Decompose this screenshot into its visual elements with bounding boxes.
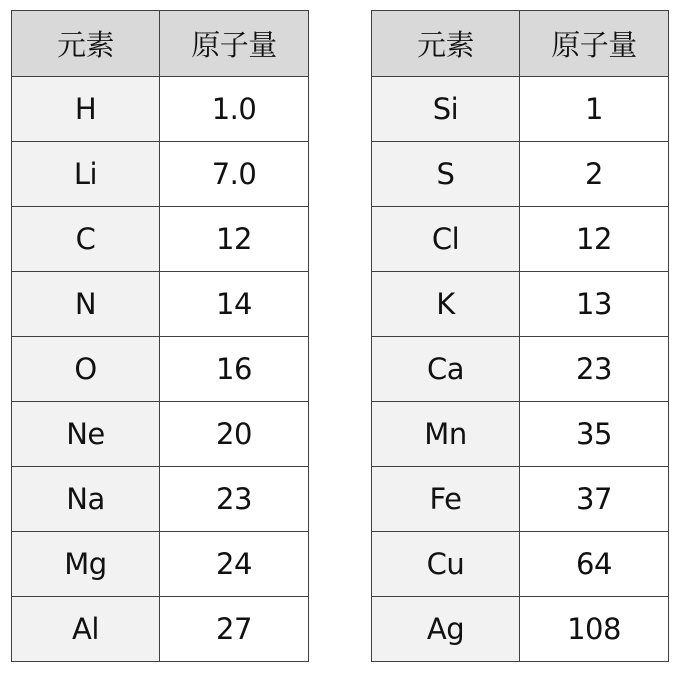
atomic-mass-value: 23 bbox=[160, 467, 309, 532]
header-atomic-mass: 原子量 bbox=[520, 11, 669, 77]
atomic-mass-value: 13 bbox=[520, 272, 669, 337]
element-symbol: Al bbox=[12, 597, 160, 662]
table-row bbox=[372, 337, 669, 402]
atomic-mass-value: 64 bbox=[520, 532, 669, 597]
table-row bbox=[12, 597, 309, 662]
header-atomic-mass: 原子量 bbox=[160, 11, 309, 77]
table-row bbox=[372, 597, 669, 662]
header-element: 元素 bbox=[12, 11, 160, 77]
table-row bbox=[372, 77, 669, 142]
table-row bbox=[12, 272, 309, 337]
element-symbol: H bbox=[12, 77, 160, 142]
atomic-mass-value: 14 bbox=[160, 272, 309, 337]
table-row bbox=[372, 207, 669, 272]
atomic-mass-value: 108 bbox=[520, 597, 669, 662]
element-symbol: K bbox=[372, 272, 520, 337]
element-symbol: Fe bbox=[372, 467, 520, 532]
atomic-mass-value: 12 bbox=[160, 207, 309, 272]
table-row bbox=[372, 402, 669, 467]
element-symbol: S bbox=[372, 142, 520, 207]
atomic-mass-value: 16 bbox=[160, 337, 309, 402]
element-symbol: Si bbox=[372, 77, 520, 142]
header-element: 元素 bbox=[372, 11, 520, 77]
element-symbol: Ne bbox=[12, 402, 160, 467]
element-symbol: Mn bbox=[372, 402, 520, 467]
element-symbol: Ca bbox=[372, 337, 520, 402]
header-row bbox=[372, 11, 669, 77]
atomic-mass-value: 12 bbox=[520, 207, 669, 272]
element-symbol: Mg bbox=[12, 532, 160, 597]
atomic-mass-table-left bbox=[11, 10, 309, 662]
atomic-mass-value: 23 bbox=[520, 337, 669, 402]
element-symbol: N bbox=[12, 272, 160, 337]
table-row bbox=[12, 207, 309, 272]
element-symbol: Cu bbox=[372, 532, 520, 597]
atomic-mass-value: 35 bbox=[520, 402, 669, 467]
element-symbol: Li bbox=[12, 142, 160, 207]
atomic-mass-value: 1 bbox=[520, 77, 669, 142]
atomic-mass-value: 27 bbox=[160, 597, 309, 662]
table-row bbox=[12, 532, 309, 597]
table-row bbox=[12, 77, 309, 142]
element-symbol: Cl bbox=[372, 207, 520, 272]
atomic-mass-value: 2 bbox=[520, 142, 669, 207]
table-row bbox=[372, 142, 669, 207]
table-row bbox=[12, 467, 309, 532]
element-symbol: C bbox=[12, 207, 160, 272]
table-row bbox=[12, 337, 309, 402]
atomic-mass-value: 24 bbox=[160, 532, 309, 597]
table-row bbox=[372, 467, 669, 532]
atomic-mass-value: 1.0 bbox=[160, 77, 309, 142]
table-row bbox=[12, 142, 309, 207]
element-symbol: O bbox=[12, 337, 160, 402]
element-symbol: Na bbox=[12, 467, 160, 532]
atomic-mass-table-right bbox=[371, 10, 669, 662]
table-row bbox=[372, 272, 669, 337]
atomic-mass-value: 20 bbox=[160, 402, 309, 467]
element-symbol: Ag bbox=[372, 597, 520, 662]
table-row bbox=[12, 402, 309, 467]
header-row bbox=[12, 11, 309, 77]
atomic-mass-value: 37 bbox=[520, 467, 669, 532]
table-row bbox=[372, 532, 669, 597]
atomic-mass-value: 7.0 bbox=[160, 142, 309, 207]
